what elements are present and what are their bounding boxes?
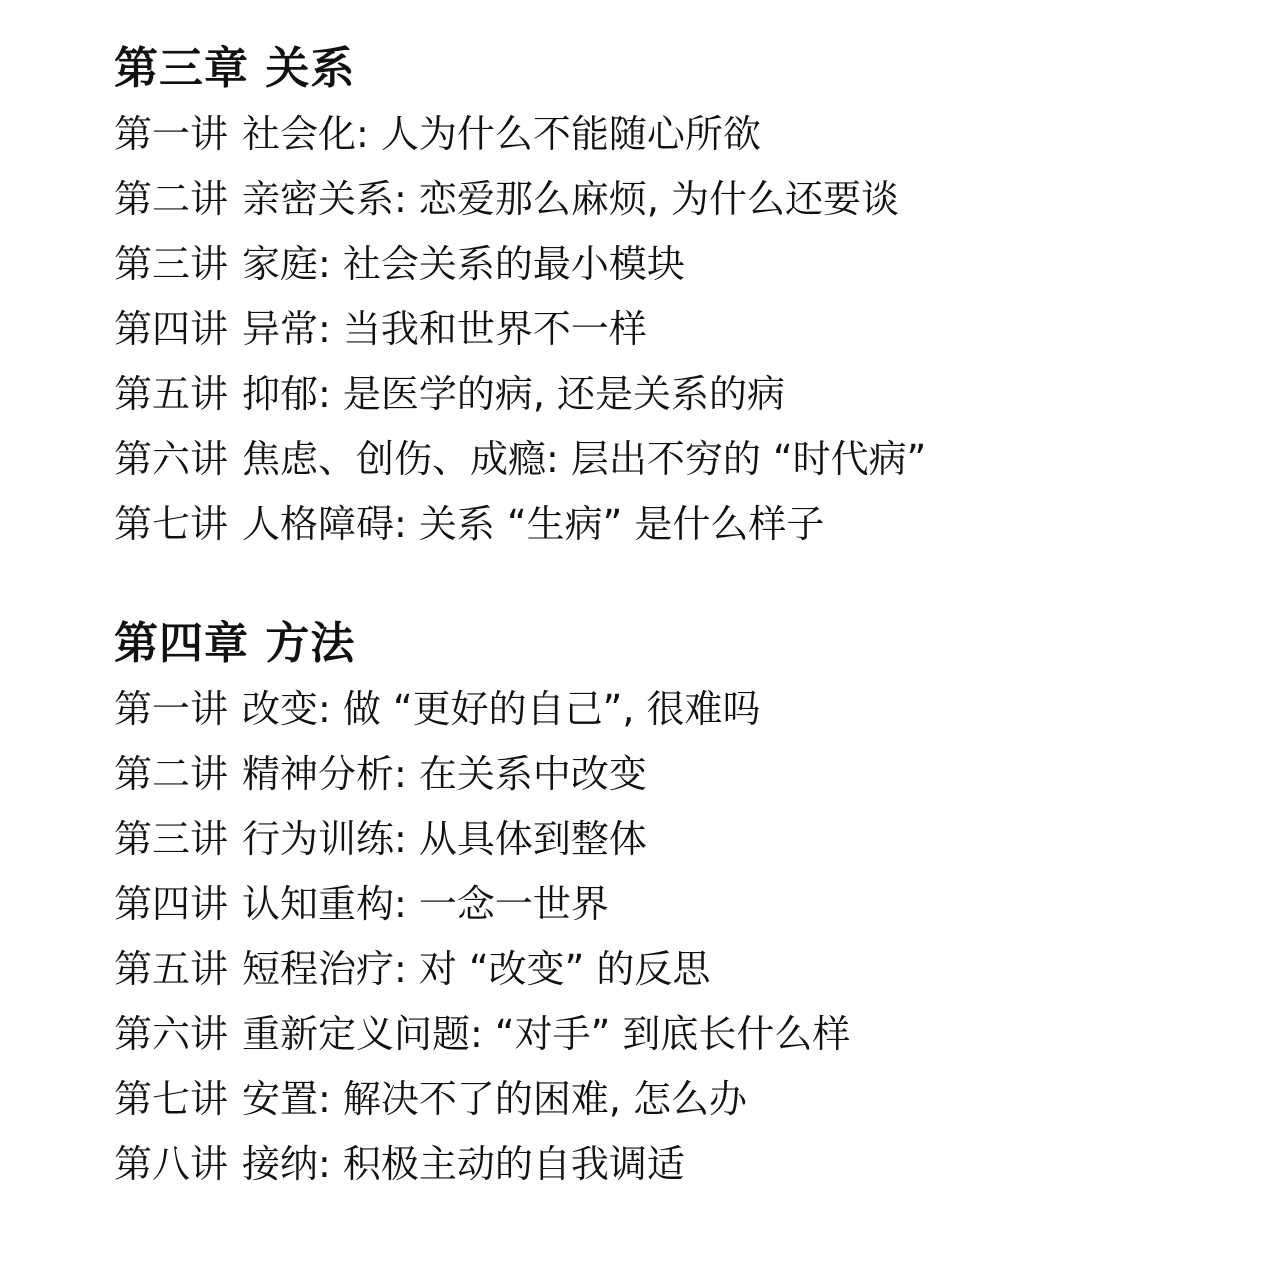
- lecture-item: [114, 937, 1234, 1002]
- lecture-number: 第三讲: [114, 242, 229, 286]
- lecture-title: 精神分析: 在关系中改变: [242, 752, 647, 796]
- lecture-title: 焦虑、创伤、成瘾: 层出不穷的 “时代病”: [242, 437, 927, 481]
- lecture-number: 第八讲: [114, 1142, 229, 1186]
- lecture-title: 接纳: 积极主动的自我调适: [242, 1142, 685, 1186]
- lecture-item: [114, 232, 1234, 297]
- lecture-title: 社会化: 人为什么不能随心所欲: [242, 112, 761, 156]
- chapter-3: [114, 36, 1234, 557]
- lecture-item: [114, 742, 1234, 807]
- lecture-item: [114, 677, 1234, 742]
- lecture-title: 改变: 做 “更好的自己”, 很难吗: [242, 687, 761, 731]
- lecture-item: [114, 807, 1234, 872]
- lecture-item: [114, 297, 1234, 362]
- lecture-number: 第二讲: [114, 752, 229, 796]
- lecture-title: 异常: 当我和世界不一样: [242, 307, 647, 351]
- table-of-contents: [114, 36, 1234, 1197]
- lecture-title: 短程治疗: 对 “改变” 的反思: [242, 947, 711, 991]
- lecture-item: [114, 427, 1234, 492]
- lecture-item: [114, 872, 1234, 937]
- lecture-number: 第四讲: [114, 307, 229, 351]
- lecture-item: [114, 1132, 1234, 1197]
- lecture-title: 亲密关系: 恋爱那么麻烦, 为什么还要谈: [242, 177, 900, 221]
- chapter-4: [114, 611, 1234, 1197]
- lecture-number: 第七讲: [114, 502, 229, 546]
- lecture-title: 抑郁: 是医学的病, 还是关系的病: [242, 372, 786, 416]
- lecture-item: [114, 167, 1234, 232]
- lecture-item: [114, 1002, 1234, 1067]
- lecture-number: 第六讲: [114, 1012, 229, 1056]
- lecture-number: 第五讲: [114, 372, 229, 416]
- lecture-item: [114, 492, 1234, 557]
- lecture-number: 第一讲: [114, 687, 229, 731]
- lecture-title: 行为训练: 从具体到整体: [242, 817, 647, 861]
- lecture-number: 第七讲: [114, 1077, 229, 1121]
- chapter-title: 第三章 关系: [114, 43, 356, 94]
- lecture-item: [114, 102, 1234, 167]
- chapter-title: 第四章 方法: [114, 618, 356, 669]
- lecture-number: 第五讲: [114, 947, 229, 991]
- lecture-title: 认知重构: 一念一世界: [242, 882, 609, 926]
- lecture-number: 第一讲: [114, 112, 229, 156]
- lecture-number: 第六讲: [114, 437, 229, 481]
- lecture-title: 重新定义问题: “对手” 到底长什么样: [242, 1012, 851, 1056]
- lecture-list: [114, 102, 1234, 557]
- lecture-title: 家庭: 社会关系的最小模块: [242, 242, 685, 286]
- lecture-number: 第二讲: [114, 177, 229, 221]
- lecture-number: 第四讲: [114, 882, 229, 926]
- lecture-number: 第三讲: [114, 817, 229, 861]
- lecture-item: [114, 1067, 1234, 1132]
- lecture-title: 安置: 解决不了的困难, 怎么办: [242, 1077, 748, 1121]
- lecture-title: 人格障碍: 关系 “生病” 是什么样子: [242, 502, 825, 546]
- lecture-item: [114, 362, 1234, 427]
- lecture-list: [114, 677, 1234, 1197]
